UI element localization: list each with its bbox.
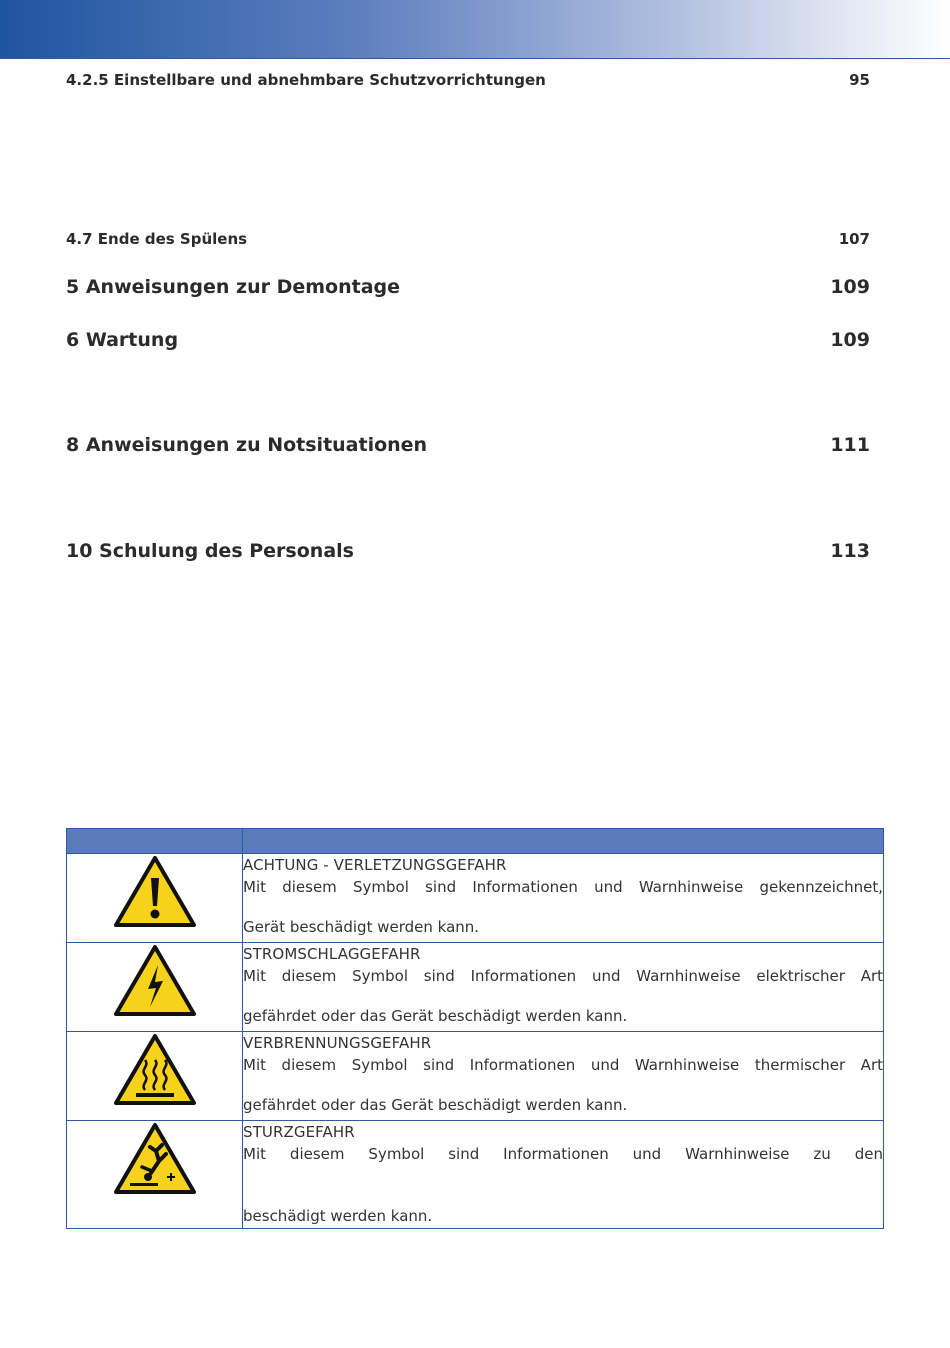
electric-shock-icon (112, 943, 198, 1019)
toc-entry-10[interactable] (66, 540, 870, 562)
table-header-row (67, 829, 884, 854)
warning-title: STURZGEFAHR (243, 1123, 355, 1141)
table-row (67, 1121, 884, 1229)
warning-continuation: gefährdet oder das Gerät beschädigt werden kann. (243, 1096, 628, 1114)
toc-entry-8[interactable] (66, 434, 870, 456)
toc-entry-page: 107 (838, 230, 870, 248)
warning-body: Mit diesem Symbol sind Informationen und Warnhinweise elektrischer Art (243, 967, 883, 985)
warning-title: STROMSCHLAGGEFAHR (243, 945, 421, 963)
warning-title: VERBRENNUNGSGEFAHR (243, 1034, 432, 1052)
toc-entry-title: 8 Anweisungen zu Notsituationen (66, 434, 428, 456)
table-header-cell (67, 829, 243, 854)
warning-title: ACHTUNG - VERLETZUNGSGEFAHR (243, 856, 507, 874)
warning-continuation: gefährdet oder das Gerät beschädigt werden kann. (243, 1007, 628, 1025)
toc-entry-title: 4.2.5 Einstellbare und abnehmbare Schutzvorrichtungen (66, 71, 546, 89)
toc-entry-page: 95 (849, 71, 870, 89)
toc-entry-title: 10 Schulung des Personals (66, 540, 354, 562)
icon-cell (67, 854, 243, 943)
warning-continuation: Gerät beschädigt werden kann. (243, 918, 480, 936)
toc-entry-4-2-5[interactable] (66, 71, 870, 89)
warning-body: Mit diesem Symbol sind Informationen und Warnhinweise zu den (243, 1145, 883, 1163)
toc-entry-page: 111 (830, 434, 870, 456)
fall-hazard-icon (112, 1121, 198, 1197)
toc-entry-5[interactable] (66, 276, 870, 298)
icon-cell (67, 1032, 243, 1121)
table-row (67, 943, 884, 1032)
toc-entry-page: 113 (830, 540, 870, 562)
toc-entry-title: 6 Wartung (66, 329, 179, 351)
table-row (67, 1032, 884, 1121)
warning-body: Mit diesem Symbol sind Informationen und Warnhinweise thermischer Art (243, 1056, 883, 1074)
safety-symbols-table (66, 828, 884, 1229)
icon-cell (67, 1121, 243, 1229)
table-row (67, 854, 884, 943)
header-band (0, 0, 950, 59)
toc-entry-page: 109 (830, 276, 870, 298)
hot-surface-icon (112, 1032, 198, 1108)
warning-continuation: beschädigt werden kann. (243, 1207, 433, 1225)
toc-entry-6[interactable] (66, 329, 870, 351)
toc-entry-page: 109 (830, 329, 870, 351)
table-header-cell (243, 829, 884, 854)
general-warning-icon (112, 854, 198, 930)
toc-entry-title: 4.7 Ende des Spülens (66, 230, 248, 248)
text-cell (243, 1121, 884, 1229)
toc-entry-4-7[interactable] (66, 230, 870, 248)
text-cell (243, 1032, 884, 1121)
icon-cell (67, 943, 243, 1032)
text-cell (243, 943, 884, 1032)
warning-body: Mit diesem Symbol sind Informationen und Warnhinweise gekennzeichnet, (243, 878, 883, 896)
text-cell (243, 854, 884, 943)
toc-entry-title: 5 Anweisungen zur Demontage (66, 276, 401, 298)
